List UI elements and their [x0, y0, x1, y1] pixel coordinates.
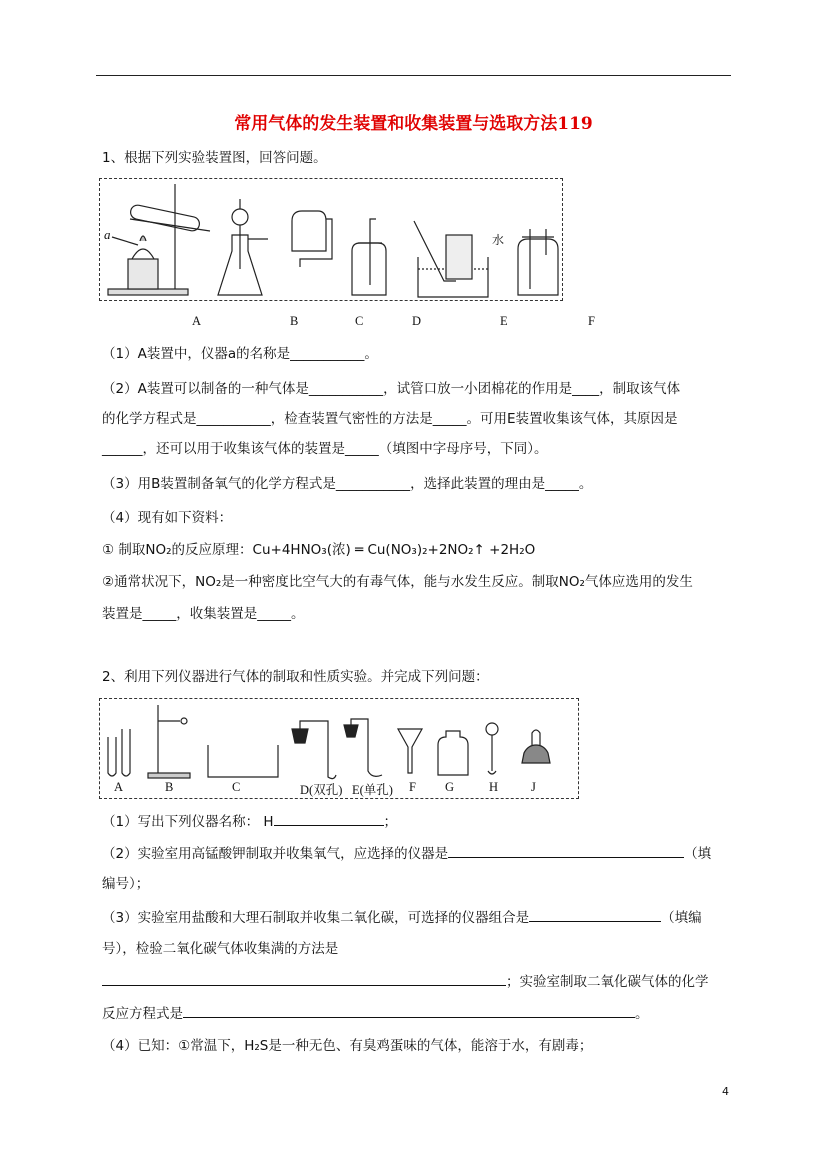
q2-label-B: B	[165, 780, 174, 794]
q2-part3-end: （填编	[661, 910, 702, 926]
q2-label-J: J	[531, 780, 536, 794]
q1-figure	[99, 178, 563, 301]
q2-part3-line4	[102, 1003, 649, 1024]
q1-part3: （3）用B装置制备氧气的化学方程式是___________，选择此装置的理由是_____。	[102, 476, 593, 492]
q1-label-B: B	[290, 314, 299, 328]
q2-part3-line4-text: 反应方程式是	[102, 1006, 183, 1022]
q2-part3-equation-blank[interactable]	[183, 1003, 635, 1018]
q2-label-E: E(单孔)	[352, 783, 393, 797]
q1-part4-item1: ① 制取NO₂的反应原理：Cu+4HNO₃(浓) ═ Cu(NO₃)₂+2NO₂↑ +2H₂O	[102, 542, 536, 558]
q1-part1: （1）A装置中，仪器a的名称是___________。	[102, 346, 378, 362]
q2-label-G: G	[445, 780, 455, 794]
q1-label-E: E	[500, 314, 508, 328]
q2-label-D: D(双孔)	[300, 783, 343, 797]
q2-part3-blank[interactable]	[529, 907, 661, 922]
q2-label-A: A	[114, 780, 124, 794]
q1-part2-line1: （2）A装置可以制备的一种气体是___________，试管口放一小团棉花的作用是____，制取该气体	[102, 381, 681, 397]
q2-part3-line3-text: ；实验室制取二氧化碳气体的化学	[506, 974, 709, 990]
page-title: 常用气体的发生装置和收集装置与选取方法119	[234, 114, 593, 134]
q2-part1-blank[interactable]	[274, 811, 384, 826]
q2-part3-line3	[102, 971, 709, 992]
q1-part4-item2-cont: 装置是_____，收集装置是_____。	[102, 606, 305, 622]
q1-label-D: D	[412, 314, 422, 328]
q2-part3-line4-end: 。	[635, 1006, 649, 1022]
q2-stem: 2、利用下列仪器进行气体的制取和性质实验。并完成下列问题：	[102, 669, 489, 685]
q2-part1-text: （1）写出下列仪器名称： H	[102, 814, 274, 830]
q2-part1	[102, 811, 397, 832]
q2-part4: （4）已知：①常温下，H₂S是一种无色、有臭鸡蛋味的气体，能溶于水，有剧毒；	[102, 1038, 593, 1054]
q1-part2-line2: 的化学方程式是___________，检查装置气密性的方法是_____。可用E装置收集该气体，其原因是	[102, 411, 678, 427]
q1-part4: （4）现有如下资料：	[102, 510, 233, 526]
q2-label-F: F	[409, 780, 416, 794]
q2-part1-end: ；	[383, 814, 398, 830]
q2-label-C: C	[232, 780, 241, 794]
q1-label-C: C	[355, 314, 364, 328]
label-water: 水	[492, 233, 505, 247]
q2-part2-text: （2）实验室用高锰酸钾制取并收集氧气，应选择的仪器是	[102, 846, 449, 862]
q2-part3-text: （3）实验室用盐酸和大理石制取并收集二氧化碳，可选择的仪器组合是	[102, 910, 530, 926]
q1-label-F: F	[588, 314, 595, 328]
q1-label-A: A	[192, 314, 202, 328]
q2-part2-end: （填	[684, 846, 712, 862]
q2-part2-blank[interactable]	[448, 843, 684, 858]
q2-part3	[102, 907, 702, 928]
q2-part2	[102, 843, 711, 864]
q2-part3-method-blank[interactable]	[102, 971, 506, 986]
page-number: 4	[722, 1085, 729, 1098]
q1-part2-line3: ______，还可以用于收集该气体的装置是_____（填图中字母序号，下同）。	[102, 441, 548, 457]
q1-stem: 1、根据下列实验装置图，回答问题。	[102, 150, 327, 166]
q1-part4-item2: ②通常状况下，NO₂是一种密度比空气大的有毒气体，能与水发生反应。制取NO₂气体应选用的发生	[102, 574, 693, 590]
header-rule	[96, 75, 731, 76]
q2-part2-cont: 编号）；	[102, 876, 150, 892]
q2-part3-line2: 号），检验二氧化碳气体收集满的方法是	[102, 941, 339, 957]
q2-label-H: H	[489, 780, 499, 794]
label-a: a	[104, 227, 111, 242]
